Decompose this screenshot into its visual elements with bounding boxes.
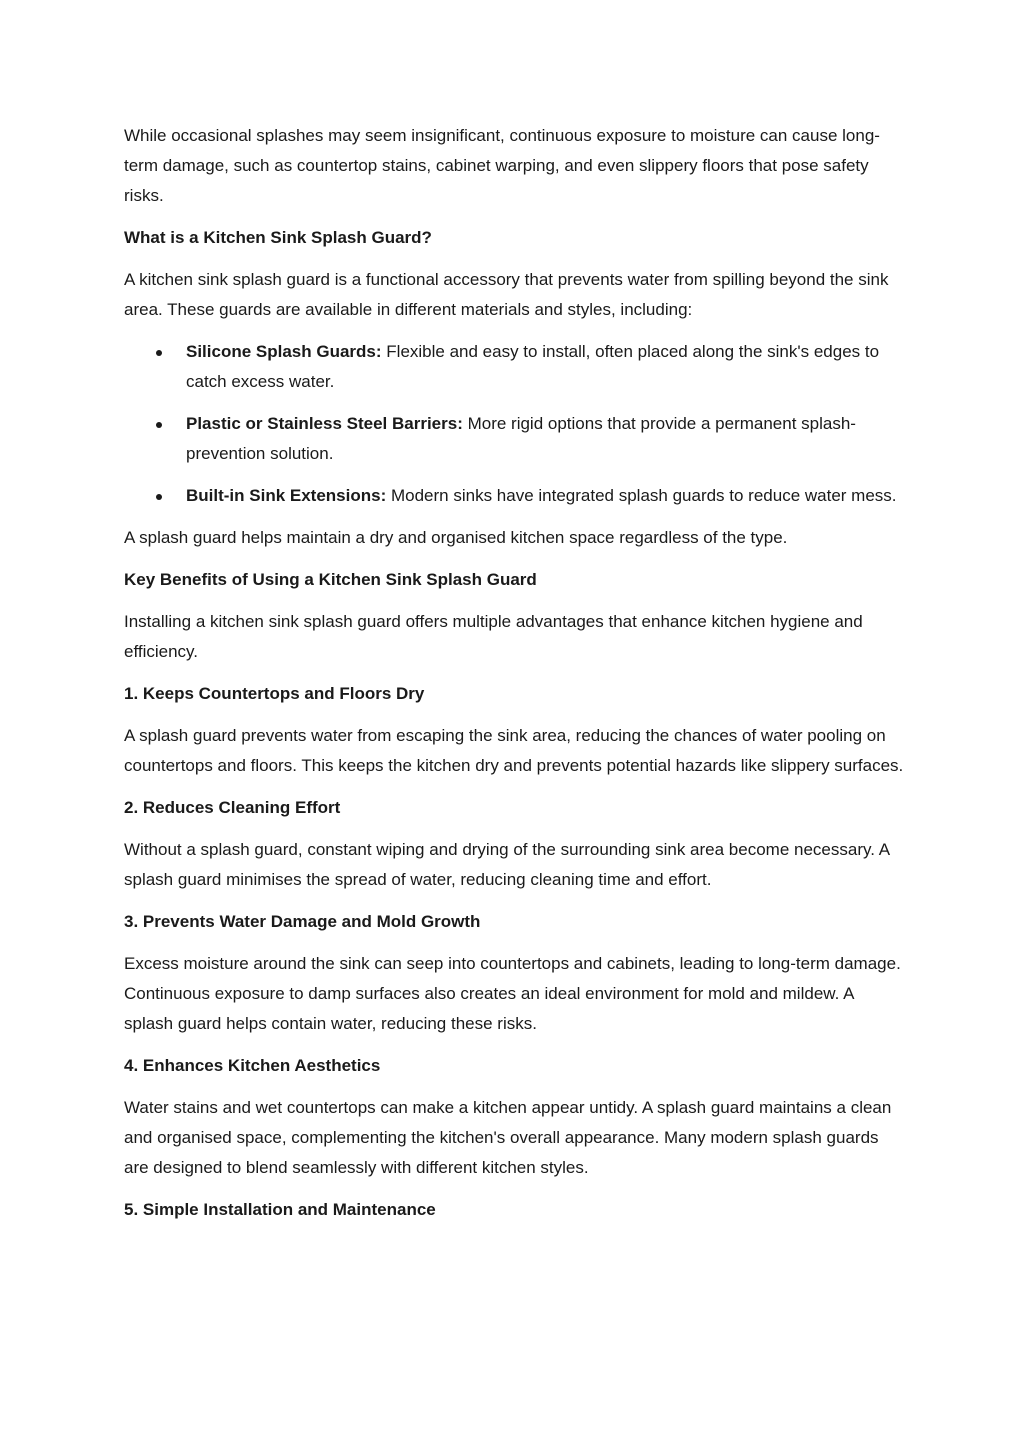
document-page [124, 121, 904, 1237]
list-item-text: Flexible and easy to install, often placed along the sink's edges to catch excess water. [186, 342, 880, 391]
benefit-heading-5: 5. Simple Installation and Maintenance [124, 1200, 436, 1219]
list-item-term: Built-in Sink Extensions: [186, 486, 387, 505]
section-closing-paragraph: A splash guard helps maintain a dry and organised kitchen space regardless of the type. [124, 528, 788, 547]
guard-types-list [124, 337, 904, 511]
benefit-paragraph-3: Excess moisture around the sink can seep into countertops and cabinets, leading to long-term damage. Continuous exposure to damp surfaces also creates an ideal environment for mold and mildew. A splash guard helps contain water, reducing these risks. [124, 954, 901, 1033]
benefit-heading-1: 1. Keeps Countertops and Floors Dry [124, 684, 425, 703]
bullet-icon [156, 350, 162, 356]
list-item-text: Modern sinks have integrated splash guards to reduce water mess. [386, 486, 897, 505]
bullet-icon [156, 494, 162, 500]
list-item-text: More rigid options that provide a permanent splash-prevention solution. [186, 414, 856, 463]
section-paragraph-what-is: A kitchen sink splash guard is a functional accessory that prevents water from spilling beyond the sink area. These guards are available in different materials and styles, including: [124, 270, 889, 319]
benefit-paragraph-4: Water stains and wet countertops can make a kitchen appear untidy. A splash guard maintains a clean and organised space, complementing the kitchen's overall appearance. Many modern splash guards are designed to blend seamlessly with different kitchen styles. [124, 1098, 892, 1177]
bullet-icon [156, 422, 162, 428]
intro-paragraph: While occasional splashes may seem insignificant, continuous exposure to moisture can cause long-term damage, such as countertop stains, cabinet warping, and even slippery floors that pose safety risks. [124, 126, 880, 205]
benefit-paragraph-2: Without a splash guard, constant wiping and drying of the surrounding sink area become necessary. A splash guard minimises the spread of water, reducing cleaning time and effort. [124, 840, 890, 889]
section-heading-key-benefits: Key Benefits of Using a Kitchen Sink Splash Guard [124, 570, 537, 589]
benefit-heading-3: 3. Prevents Water Damage and Mold Growth [124, 912, 481, 931]
list-item-term: Silicone Splash Guards: [186, 342, 382, 361]
section-heading-what-is: What is a Kitchen Sink Splash Guard? [124, 228, 432, 247]
list-item [124, 481, 904, 511]
benefit-heading-4: 4. Enhances Kitchen Aesthetics [124, 1056, 381, 1075]
list-item-term: Plastic or Stainless Steel Barriers: [186, 414, 463, 433]
section-paragraph-key-benefits: Installing a kitchen sink splash guard offers multiple advantages that enhance kitchen hygiene and efficiency. [124, 612, 863, 661]
benefit-paragraph-1: A splash guard prevents water from escaping the sink area, reducing the chances of water pooling on countertops and floors. This keeps the kitchen dry and prevents potential hazards like slippery surfaces. [124, 726, 904, 775]
list-item [124, 337, 904, 397]
list-item [124, 409, 904, 469]
benefit-heading-2: 2. Reduces Cleaning Effort [124, 798, 341, 817]
